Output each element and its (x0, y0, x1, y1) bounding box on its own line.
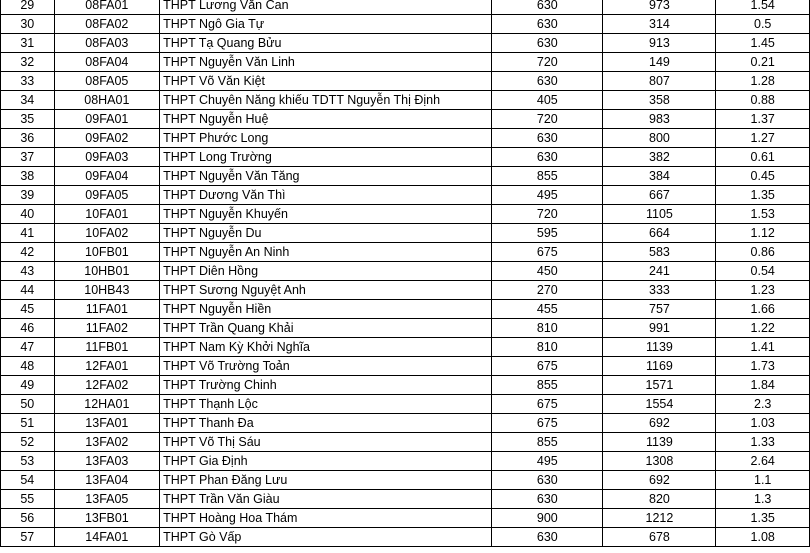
table-row (1, 281, 810, 300)
school-code-cell: 11FA02 (54, 319, 159, 338)
ratio-cell: 1.66 (716, 300, 810, 319)
school-code-cell: 13FA05 (54, 490, 159, 509)
school-name-cell: THPT Hoàng Hoa Thám (160, 509, 492, 528)
school-name-cell: THPT Nguyễn Văn Tăng (160, 167, 492, 186)
ratio-cell: 1.35 (716, 509, 810, 528)
row-index-cell: 40 (1, 205, 55, 224)
applicants-cell: 800 (603, 129, 716, 148)
applicants-cell: 1571 (603, 376, 716, 395)
row-index-cell: 36 (1, 129, 55, 148)
school-name-cell: THPT Trần Văn Giàu (160, 490, 492, 509)
quota-cell: 810 (492, 338, 603, 357)
row-index-cell: 32 (1, 53, 55, 72)
school-name-cell: THPT Diên Hồng (160, 262, 492, 281)
ratio-cell: 1.08 (716, 528, 810, 547)
quota-cell: 630 (492, 490, 603, 509)
school-code-cell: 10HB01 (54, 262, 159, 281)
school-name-cell: THPT Sương Nguyệt Anh (160, 281, 492, 300)
school-code-cell: 12FA02 (54, 376, 159, 395)
ratio-cell: 0.61 (716, 148, 810, 167)
quota-cell: 675 (492, 395, 603, 414)
school-name-cell: THPT Long Trường (160, 148, 492, 167)
school-code-cell: 13FB01 (54, 509, 159, 528)
school-code-cell: 12FA01 (54, 357, 159, 376)
school-code-cell: 13FA04 (54, 471, 159, 490)
row-index-cell: 46 (1, 319, 55, 338)
school-name-cell: THPT Thạnh Lộc (160, 395, 492, 414)
school-code-cell: 08FA05 (54, 72, 159, 91)
ratio-cell: 1.53 (716, 205, 810, 224)
quota-cell: 855 (492, 433, 603, 452)
table-row (1, 110, 810, 129)
row-index-cell: 50 (1, 395, 55, 414)
school-name-cell: THPT Lương Văn Can (160, 0, 492, 15)
school-name-cell: THPT Phan Đăng Lưu (160, 471, 492, 490)
applicants-cell: 678 (603, 528, 716, 547)
school-name-cell: THPT Võ Trường Toản (160, 357, 492, 376)
applicants-cell: 913 (603, 34, 716, 53)
school-name-cell: THPT Trần Quang Khải (160, 319, 492, 338)
row-index-cell: 52 (1, 433, 55, 452)
row-index-cell: 42 (1, 243, 55, 262)
quota-cell: 455 (492, 300, 603, 319)
row-index-cell: 54 (1, 471, 55, 490)
ratio-cell: 1.3 (716, 490, 810, 509)
ratio-cell: 1.54 (716, 0, 810, 15)
quota-cell: 630 (492, 15, 603, 34)
table-row (1, 224, 810, 243)
table-row (1, 376, 810, 395)
row-index-cell: 35 (1, 110, 55, 129)
row-index-cell: 57 (1, 528, 55, 547)
quota-cell: 270 (492, 281, 603, 300)
school-code-cell: 08FA01 (54, 0, 159, 15)
school-name-cell: THPT Võ Thị Sáu (160, 433, 492, 452)
applicants-cell: 1105 (603, 205, 716, 224)
table-row (1, 300, 810, 319)
row-index-cell: 48 (1, 357, 55, 376)
school-code-cell: 09FA03 (54, 148, 159, 167)
applicants-cell: 1139 (603, 338, 716, 357)
school-code-cell: 12HA01 (54, 395, 159, 414)
school-code-cell: 09FA05 (54, 186, 159, 205)
ratio-cell: 2.64 (716, 452, 810, 471)
ratio-cell: 1.28 (716, 72, 810, 91)
table-row (1, 91, 810, 110)
applicants-cell: 983 (603, 110, 716, 129)
applicants-cell: 1554 (603, 395, 716, 414)
row-index-cell: 39 (1, 186, 55, 205)
quota-cell: 495 (492, 186, 603, 205)
school-code-cell: 09FA04 (54, 167, 159, 186)
ratio-cell: 1.35 (716, 186, 810, 205)
school-name-cell: THPT Tạ Quang Bửu (160, 34, 492, 53)
school-name-cell: THPT Dương Văn Thì (160, 186, 492, 205)
school-name-cell: THPT Ngô Gia Tự (160, 15, 492, 34)
quota-cell: 630 (492, 0, 603, 15)
ratio-cell: 1.37 (716, 110, 810, 129)
quota-cell: 675 (492, 357, 603, 376)
row-index-cell: 43 (1, 262, 55, 281)
table-row (1, 452, 810, 471)
row-index-cell: 31 (1, 34, 55, 53)
ratio-cell: 1.12 (716, 224, 810, 243)
applicants-cell: 241 (603, 262, 716, 281)
row-index-cell: 56 (1, 509, 55, 528)
row-index-cell: 41 (1, 224, 55, 243)
table-row (1, 319, 810, 338)
quota-cell: 720 (492, 205, 603, 224)
applicants-cell: 314 (603, 15, 716, 34)
ratio-cell: 2.3 (716, 395, 810, 414)
ratio-cell: 1.84 (716, 376, 810, 395)
quota-cell: 630 (492, 72, 603, 91)
table-row (1, 357, 810, 376)
row-index-cell: 51 (1, 414, 55, 433)
table-row (1, 15, 810, 34)
ratio-cell: 1.23 (716, 281, 810, 300)
applicants-cell: 692 (603, 414, 716, 433)
table-row (1, 414, 810, 433)
row-index-cell: 34 (1, 91, 55, 110)
table-row (1, 471, 810, 490)
ratio-cell: 0.54 (716, 262, 810, 281)
row-index-cell: 49 (1, 376, 55, 395)
school-name-cell: THPT Trường Chinh (160, 376, 492, 395)
school-code-cell: 09FA02 (54, 129, 159, 148)
school-name-cell: THPT Chuyên Năng khiếu TDTT Nguyễn Thị Định (160, 91, 492, 110)
table-row (1, 72, 810, 91)
school-name-cell: THPT Thanh Đa (160, 414, 492, 433)
school-code-cell: 09FA01 (54, 110, 159, 129)
ratio-cell: 1.73 (716, 357, 810, 376)
applicants-cell: 664 (603, 224, 716, 243)
row-index-cell: 45 (1, 300, 55, 319)
table-row (1, 243, 810, 262)
quota-cell: 855 (492, 167, 603, 186)
applicants-cell: 757 (603, 300, 716, 319)
row-index-cell: 30 (1, 15, 55, 34)
school-code-cell: 08FA03 (54, 34, 159, 53)
table-row (1, 148, 810, 167)
row-index-cell: 53 (1, 452, 55, 471)
table-row (1, 338, 810, 357)
table-row (1, 34, 810, 53)
table-row (1, 205, 810, 224)
table-body (1, 0, 810, 547)
ratio-cell: 1.22 (716, 319, 810, 338)
school-name-cell: THPT Gia Định (160, 452, 492, 471)
school-code-cell: 11FB01 (54, 338, 159, 357)
school-name-cell: THPT Gò Vấp (160, 528, 492, 547)
ratio-cell: 1.45 (716, 34, 810, 53)
quota-cell: 900 (492, 509, 603, 528)
school-name-cell: THPT Nguyễn Văn Linh (160, 53, 492, 72)
table-row (1, 262, 810, 281)
quota-cell: 630 (492, 129, 603, 148)
ratio-cell: 0.45 (716, 167, 810, 186)
quota-cell: 675 (492, 243, 603, 262)
row-index-cell: 33 (1, 72, 55, 91)
quota-cell: 495 (492, 452, 603, 471)
quota-cell: 855 (492, 376, 603, 395)
row-index-cell: 47 (1, 338, 55, 357)
quota-cell: 720 (492, 53, 603, 72)
quota-cell: 595 (492, 224, 603, 243)
school-name-cell: THPT Nguyễn Hiền (160, 300, 492, 319)
school-code-cell: 10HB43 (54, 281, 159, 300)
ratio-cell: 0.86 (716, 243, 810, 262)
applicants-cell: 1169 (603, 357, 716, 376)
applicants-cell: 333 (603, 281, 716, 300)
school-code-cell: 08FA02 (54, 15, 159, 34)
applicants-cell: 1212 (603, 509, 716, 528)
quota-cell: 810 (492, 319, 603, 338)
table-row (1, 53, 810, 72)
ratio-cell: 1.33 (716, 433, 810, 452)
table-row (1, 509, 810, 528)
school-name-cell: THPT Nguyễn Du (160, 224, 492, 243)
row-index-cell: 37 (1, 148, 55, 167)
applicants-cell: 149 (603, 53, 716, 72)
school-code-cell: 13FA03 (54, 452, 159, 471)
applicants-cell: 991 (603, 319, 716, 338)
school-code-cell: 13FA02 (54, 433, 159, 452)
school-name-cell: THPT Võ Văn Kiệt (160, 72, 492, 91)
school-code-cell: 10FA02 (54, 224, 159, 243)
school-code-cell: 13FA01 (54, 414, 159, 433)
table-row (1, 433, 810, 452)
applicants-cell: 973 (603, 0, 716, 15)
ratio-cell: 1.27 (716, 129, 810, 148)
quota-cell: 675 (492, 414, 603, 433)
row-index-cell: 29 (1, 0, 55, 15)
quota-cell: 630 (492, 34, 603, 53)
school-code-cell: 08FA04 (54, 53, 159, 72)
school-code-cell: 11FA01 (54, 300, 159, 319)
applicants-cell: 1139 (603, 433, 716, 452)
row-index-cell: 44 (1, 281, 55, 300)
applicants-cell: 667 (603, 186, 716, 205)
table-row (1, 0, 810, 15)
ratio-cell: 1.1 (716, 471, 810, 490)
school-name-cell: THPT Nguyễn Khuyến (160, 205, 492, 224)
ratio-cell: 0.88 (716, 91, 810, 110)
school-code-cell: 10FB01 (54, 243, 159, 262)
school-name-cell: THPT Nguyễn Huệ (160, 110, 492, 129)
ratio-cell: 1.03 (716, 414, 810, 433)
quota-cell: 630 (492, 148, 603, 167)
applicants-cell: 384 (603, 167, 716, 186)
school-code-cell: 08HA01 (54, 91, 159, 110)
table-row (1, 167, 810, 186)
school-name-cell: THPT Nam Kỳ Khởi Nghĩa (160, 338, 492, 357)
school-name-cell: THPT Phước Long (160, 129, 492, 148)
row-index-cell: 55 (1, 490, 55, 509)
table-row (1, 395, 810, 414)
quota-cell: 630 (492, 528, 603, 547)
applicants-cell: 583 (603, 243, 716, 262)
applicants-cell: 382 (603, 148, 716, 167)
ratio-cell: 0.21 (716, 53, 810, 72)
quota-cell: 630 (492, 471, 603, 490)
table-row (1, 129, 810, 148)
row-index-cell: 38 (1, 167, 55, 186)
quota-cell: 720 (492, 110, 603, 129)
school-name-cell: THPT Nguyễn An Ninh (160, 243, 492, 262)
school-code-cell: 14FA01 (54, 528, 159, 547)
quota-cell: 405 (492, 91, 603, 110)
school-code-cell: 10FA01 (54, 205, 159, 224)
table-row (1, 528, 810, 547)
ratio-cell: 0.5 (716, 15, 810, 34)
applicants-cell: 1308 (603, 452, 716, 471)
applicants-cell: 692 (603, 471, 716, 490)
table-row (1, 186, 810, 205)
ratio-cell: 1.41 (716, 338, 810, 357)
quota-cell: 450 (492, 262, 603, 281)
table-row (1, 490, 810, 509)
applicants-cell: 358 (603, 91, 716, 110)
applicants-cell: 820 (603, 490, 716, 509)
applicants-cell: 807 (603, 72, 716, 91)
